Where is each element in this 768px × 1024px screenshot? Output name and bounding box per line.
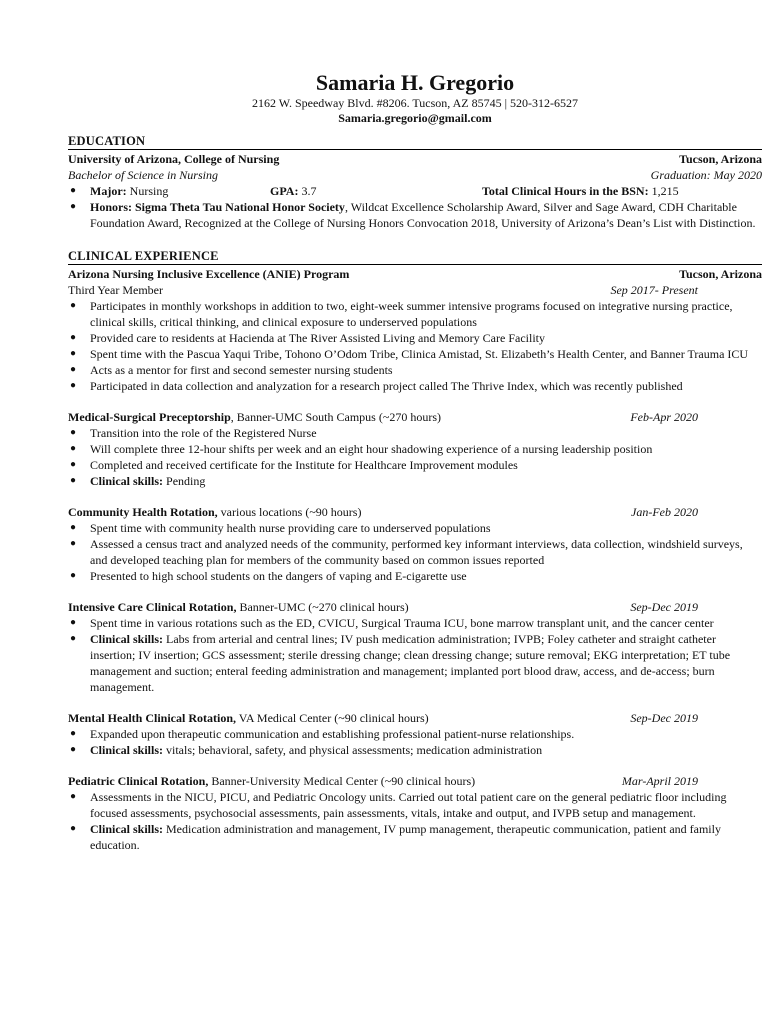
bullet-dot-icon: ● xyxy=(70,475,77,486)
bullet-dot-icon: ● xyxy=(70,201,77,212)
bullet-dot-icon: ● xyxy=(70,791,77,802)
list-item xyxy=(68,536,762,568)
list-item xyxy=(68,330,762,346)
email-address[interactable]: Samaria.gregorio@gmail.com xyxy=(338,111,492,125)
list-item xyxy=(68,726,762,742)
bullet-dot-icon: ● xyxy=(70,348,77,359)
bullet-dot-icon: ● xyxy=(70,300,77,311)
list-item xyxy=(68,473,762,489)
gpa-value: 3.7 xyxy=(298,184,317,198)
bullet-dot-icon: ● xyxy=(70,617,77,628)
resume-page xyxy=(68,70,762,853)
anie-role: Third Year Member xyxy=(68,283,163,297)
bullet-dot-icon: ● xyxy=(70,185,77,196)
honors-label: Honors: Sigma Theta Tau National Honor Society xyxy=(90,200,345,214)
bullet-text: Expanded upon therapeutic communication and establishing professional patient-nurse relationships. xyxy=(90,727,575,741)
graduation-date: Graduation: May 2020 xyxy=(650,168,762,182)
honors-text: , Wildcat Excellence Scholarship Award, Silver and Sage Award, CDH Charitable Foundation Award, Recognized at the College of Nursing Honors Convocation 2018, University of Arizona’s Dean’s List with Distinction. xyxy=(90,200,756,230)
icu-entry xyxy=(68,599,762,695)
hours-label: Total Clinical Hours in the BSN: xyxy=(482,184,649,198)
bullet-dot-icon: ● xyxy=(70,633,77,644)
skills-text: Labs from arterial and central lines; IV push medication administration; IVPB; Foley catheter and straight catheter insertion; IV insertion; GCS assessment; sterile dressing change; clean dressing change; suture removal; EKG interpretation; ET tube management and suction; enteral feeding administration and management; implanted port blood draw, access, and de-access; burn management. xyxy=(90,632,731,694)
anie-org: Arizona Nursing Inclusive Excellence (ANIE) Program xyxy=(68,267,350,281)
major-label: Major: xyxy=(90,184,127,198)
community-dates: Jan-Feb 2020 xyxy=(631,505,698,519)
degree: Bachelor of Science in Nursing xyxy=(68,168,218,182)
list-item xyxy=(68,378,762,394)
major-value: Nursing xyxy=(126,184,169,198)
anie-dates: Sep 2017- Present xyxy=(610,283,698,297)
medsurg-entry xyxy=(68,409,762,489)
list-item xyxy=(68,520,762,536)
bullet-text: Spent time with the Pascua Yaqui Tribe, Tohono O’Odom Tribe, Clinica Amistad, St. Elizabeth’s Health Center, and Banner Trauma ICU xyxy=(90,347,749,361)
mental-detail: VA Medical Center (~90 clinical hours) xyxy=(236,711,429,725)
peds-dates: Mar-April 2019 xyxy=(621,774,698,788)
peds-title: Pediatric Clinical Rotation, xyxy=(68,774,209,788)
bullet-dot-icon: ● xyxy=(70,332,77,343)
community-detail: various locations (~90 hours) xyxy=(217,505,362,519)
bullet-dot-icon: ● xyxy=(70,380,77,391)
list-item xyxy=(68,441,762,457)
bullet-text: Participates in monthly workshops in addition to two, eight-week summer intensive programs focused on integrative nursing practice, clinical skills, critical thinking, and clinical exposure to underserved populations xyxy=(90,299,733,329)
icu-title: Intensive Care Clinical Rotation, xyxy=(68,600,237,614)
anie-entry xyxy=(68,266,762,394)
skills-label: Clinical skills: xyxy=(90,743,164,757)
bullet-dot-icon: ● xyxy=(70,443,77,454)
mental-health-entry xyxy=(68,710,762,758)
clinical-heading: CLINICAL EXPERIENCE xyxy=(68,249,762,265)
skills-label: Clinical skills: xyxy=(90,474,164,488)
medsurg-detail: , Banner-UMC South Campus (~270 hours) xyxy=(230,410,441,424)
bullet-text: Participated in data collection and analyzation for a research project called The Thrive Index, which was recently published xyxy=(90,379,683,393)
bullet-dot-icon: ● xyxy=(70,570,77,581)
medsurg-dates: Feb-Apr 2020 xyxy=(630,410,698,424)
bullet-text: Assessments in the NICU, PICU, and Pediatric Oncology units. Carried out total patient care on the general pediatric floor including focused assessments, psychosocial assessments, pain assessments, vitals, intake and output, and IVPB setup and management. xyxy=(90,790,727,820)
bullet-text: Presented to high school students on the dangers of vaping and E-cigarette use xyxy=(90,569,467,583)
bullet-dot-icon: ● xyxy=(70,728,77,739)
list-item xyxy=(68,457,762,473)
contact-line: 2162 W. Speedway Blvd. #8206. Tucson, AZ 85745 | 520-312-6527 xyxy=(251,96,579,110)
list-item xyxy=(68,615,762,631)
list-item xyxy=(68,631,762,695)
bullet-dot-icon: ● xyxy=(70,823,77,834)
candidate-name: Samaria H. Gregorio xyxy=(315,70,515,95)
mental-title: Mental Health Clinical Rotation, xyxy=(68,711,236,725)
pediatric-entry xyxy=(68,773,762,853)
bullet-text: Assessed a census tract and analyzed needs of the community, performed key informant interviews, data collection, windshield surveys, and developed teaching plan for members of the community based on common issues reported xyxy=(90,537,743,567)
community-title: Community Health Rotation, xyxy=(68,505,218,519)
skills-text: Medication administration and management, IV pump management, therapeutic communication, patient and family education. xyxy=(90,822,721,852)
list-item xyxy=(68,183,762,199)
list-item xyxy=(68,789,762,821)
skills-text: vitals; behavioral, safety, and physical assessments; medication administration xyxy=(163,743,543,757)
bullet-dot-icon: ● xyxy=(70,538,77,549)
bullet-text: Completed and received certificate for the Institute for Healthcare Improvement modules xyxy=(90,458,518,472)
education-entry xyxy=(68,151,762,231)
hours-value: 1,215 xyxy=(648,184,679,198)
mental-dates: Sep-Dec 2019 xyxy=(630,711,698,725)
peds-detail: Banner-University Medical Center (~90 clinical hours) xyxy=(208,774,476,788)
list-item xyxy=(68,199,762,231)
bullet-dot-icon: ● xyxy=(70,459,77,470)
bullet-text: Transition into the role of the Registered Nurse xyxy=(90,426,317,440)
bullet-text: Spent time in various rotations such as the ED, CVICU, Surgical Trauma ICU, bone marrow transplant unit, and the cancer center xyxy=(90,616,714,630)
bullet-dot-icon: ● xyxy=(70,427,77,438)
school-location: Tucson, Arizona xyxy=(679,152,762,166)
icu-dates: Sep-Dec 2019 xyxy=(630,600,698,614)
school-name: University of Arizona, College of Nursing xyxy=(68,152,280,166)
list-item xyxy=(68,821,762,853)
bullet-text: Will complete three 12-hour shifts per week and an eight hour shadowing experience of a nursing leadership position xyxy=(90,442,653,456)
list-item xyxy=(68,568,762,584)
list-item xyxy=(68,362,762,378)
bullet-text: Spent time with community health nurse providing care to underserved populations xyxy=(90,521,491,535)
skills-label: Clinical skills: xyxy=(90,632,164,646)
icu-detail: Banner-UMC (~270 clinical hours) xyxy=(236,600,409,614)
bullet-dot-icon: ● xyxy=(70,364,77,375)
education-heading: EDUCATION xyxy=(68,134,762,150)
list-item xyxy=(68,742,762,758)
bullet-text: Provided care to residents at Hacienda at The River Assisted Living and Memory Care Facility xyxy=(90,331,545,345)
medsurg-title: Medical-Surgical Preceptorship xyxy=(68,410,231,424)
bullet-text: Acts as a mentor for first and second semester nursing students xyxy=(90,363,393,377)
skills-label: Clinical skills: xyxy=(90,822,164,836)
community-entry xyxy=(68,504,762,584)
skills-text: Pending xyxy=(163,474,206,488)
gpa-label: GPA: xyxy=(270,184,299,198)
bullet-dot-icon: ● xyxy=(70,744,77,755)
list-item xyxy=(68,425,762,441)
bullet-dot-icon: ● xyxy=(70,522,77,533)
anie-location: Tucson, Arizona xyxy=(679,267,762,281)
list-item xyxy=(68,298,762,330)
list-item xyxy=(68,346,762,362)
